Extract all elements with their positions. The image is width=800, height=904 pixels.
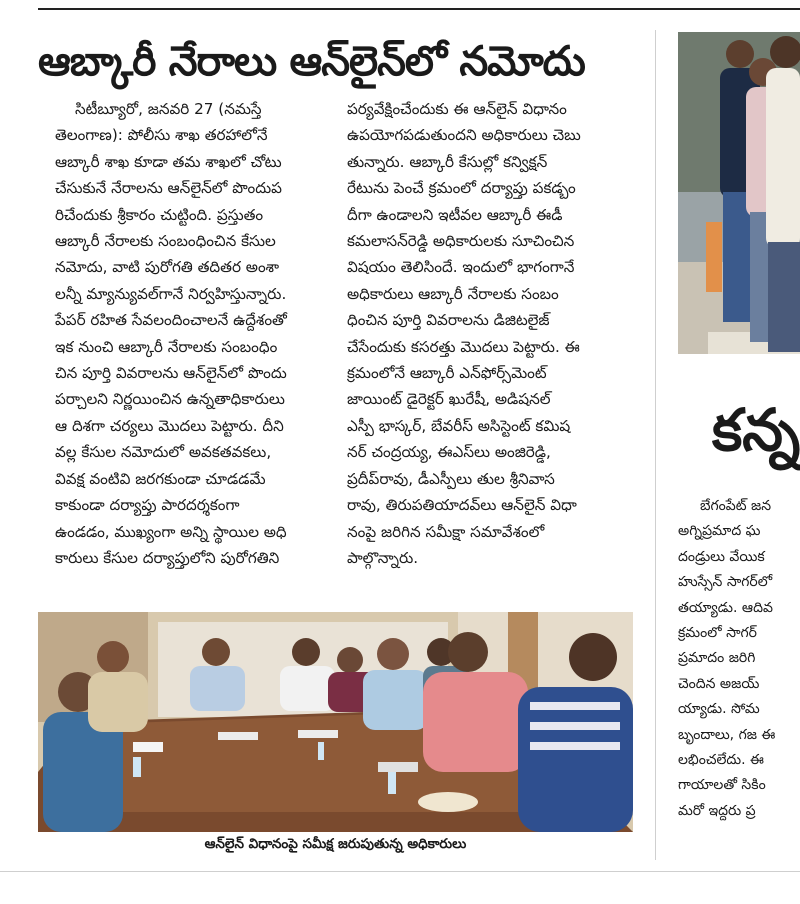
body-line: య్యాడు. సోమ (678, 701, 760, 718)
article-headline: ఆబ్కారీ నేరాలు ఆన్‌లైన్‌లో నమోదు (38, 37, 585, 85)
article-column-2 (347, 96, 637, 571)
body-line: క్రమంలో సాగర్ (678, 625, 757, 642)
body-line: ఉపయోగపడుతుందని అధికారులు చెబు (347, 126, 581, 145)
body-line: చేసేందుకు కసరత్తు మొదలు పెట్టారు. ఈ (347, 337, 580, 356)
body-line: చేసుకునే నేరాలను ఆన్‌లైన్‌లో పొందుప (55, 179, 282, 198)
body-line: మరో ఇద్దరు ప్ర (678, 802, 756, 819)
column-divider (655, 30, 656, 860)
body-line: పేపర్ రహిత సేవలందించాలనే ఉద్దేశంతో (55, 311, 287, 330)
body-line: ఆబ్కారీ నేరాలకు సంబంధించిన కేసుల (55, 232, 276, 251)
body-line: దీగా ఉండాలని ఇటీవల ఆబ్కారీ ఈడీ (347, 205, 563, 224)
body-line: అగ్నిప్రమాద ఘ (678, 523, 761, 540)
body-line: పర్యవేక్షించేందుకు ఈ ఆన్‌లైన్ విధానం (347, 100, 567, 118)
body-line: నర్ చంద్రయ్య, ఈఎస్‌లు అంజిరెడ్డి, (347, 443, 551, 462)
body-line: బృందాలు, గజ ఈ (678, 726, 776, 743)
body-line: నంపై జరిగిన సమీక్షా సమావేశంలో (347, 522, 545, 541)
side-story-column (678, 494, 800, 824)
body-line: దండ్రులు వేయిక (678, 548, 765, 565)
body-line: ఇక నుంచి ఆబ్కారీ నేరాలకు సంబంధిం (55, 337, 278, 356)
body-line: కాకుండా దర్యాప్తు పారదర్శకంగా (55, 496, 240, 515)
body-line: నమోదు, వాటి పురోగతి తదితర అంశా (55, 258, 280, 277)
body-line: కమలాసన్‌రెడ్డి అధికారులకు సూచించిన (347, 232, 575, 251)
body-line: ధించిన పూర్తి వివరాలను డిజిటలైజ్ (347, 311, 550, 330)
body-line: తెలంగాణ): పోలీసు శాఖ తరహాలోనే (55, 126, 268, 145)
body-line: ప్రదీప్‌రావు, డీఎస్పీలు తుల శ్రీనివాస (347, 469, 555, 488)
photo-caption: ఆన్‌లైన్ విధానంపై సమీక్ష జరుపుతున్న అధికారులు (204, 836, 467, 852)
body-line: తయ్యాడు. ఆదివ (678, 599, 773, 616)
bottom-rule (0, 871, 800, 872)
body-line: అధికారులు ఆబ్కారీ నేరాలకు సంబం (347, 284, 559, 303)
body-line: ప్రమాదం జరిగి (678, 650, 756, 667)
body-line: విషయం తెలిసిందే. ఇందులో భాగంగానే (347, 258, 575, 277)
side-story-headline: కన్న (712, 396, 800, 464)
body-line: క్రమంలోనే ఆబ్కారీ ఎన్‌ఫోర్స్‌మెంట్ (347, 364, 547, 383)
body-line: సిటీబ్యూరో, జనవరి 27 (నమస్తే (75, 100, 262, 118)
body-line: తున్నారు. ఆబ్కారీ కేసుల్లో కన్విక్షన్ (347, 152, 548, 171)
article-column-1 (55, 96, 327, 571)
body-line: ఉండడం, ముఖ్యంగా అన్ని స్థాయిల అధి (55, 522, 287, 541)
top-rule (38, 8, 800, 10)
body-line: రావు, తిరుపతియాదవ్‌లు ఆన్‌లైన్ విధా (347, 496, 577, 515)
body-line: చెందిన అజయ్ (678, 675, 760, 692)
meeting-photo (38, 612, 633, 832)
body-line: గాయాలతో సికిం (678, 777, 766, 794)
body-line: వివక్ష వంటివి జరగకుండా చూడడమే (55, 469, 266, 488)
body-line: రిచేందుకు శ్రీకారం చుట్టింది. ప్రస్తుతం (55, 205, 264, 224)
body-line: ఆ దిశగా చర్యలు మొదలు పెట్టారు. దీని (55, 416, 284, 435)
body-line: ఎస్పీ భాస్కర్, బేవరీస్ అసిస్టెంట్ కమిష (347, 416, 571, 435)
body-line: జాయింట్ డైరెక్టర్ ఖురేషీ, అడిషనల్ (347, 390, 551, 409)
body-line: హుస్సేన్ సాగర్‌లో (678, 574, 773, 591)
body-line: బేగంపేట్ జన (700, 498, 772, 514)
body-line: లన్నీ మ్యాన్యువల్‌గానే నిర్వహిస్తున్నారు. (55, 284, 287, 303)
body-line: చిన పూర్తి వివరాలను ఆన్‌లైన్‌లో పొందు (55, 364, 287, 383)
body-line: కారులు కేసుల దర్యాప్తులోని పురోగతిని (55, 548, 280, 567)
body-line: పాల్గొన్నారు. (347, 548, 419, 567)
body-line: ఆబ్కారీ శాఖ కూడా తమ శాఖలో చోటు (55, 152, 282, 171)
body-line: పర్చాలని నిర్ణయించిన ఉన్నతాధికారులు (55, 390, 285, 409)
body-line: రేటును పెంచే క్రమంలో దర్యాప్తు పకడ్బం (347, 179, 576, 198)
body-line: వల్ల కేసుల నమోదులో అవకతవకలు, (55, 443, 272, 462)
body-line: లభించలేదు. ఈ (678, 752, 764, 769)
side-story-photo (678, 32, 800, 354)
